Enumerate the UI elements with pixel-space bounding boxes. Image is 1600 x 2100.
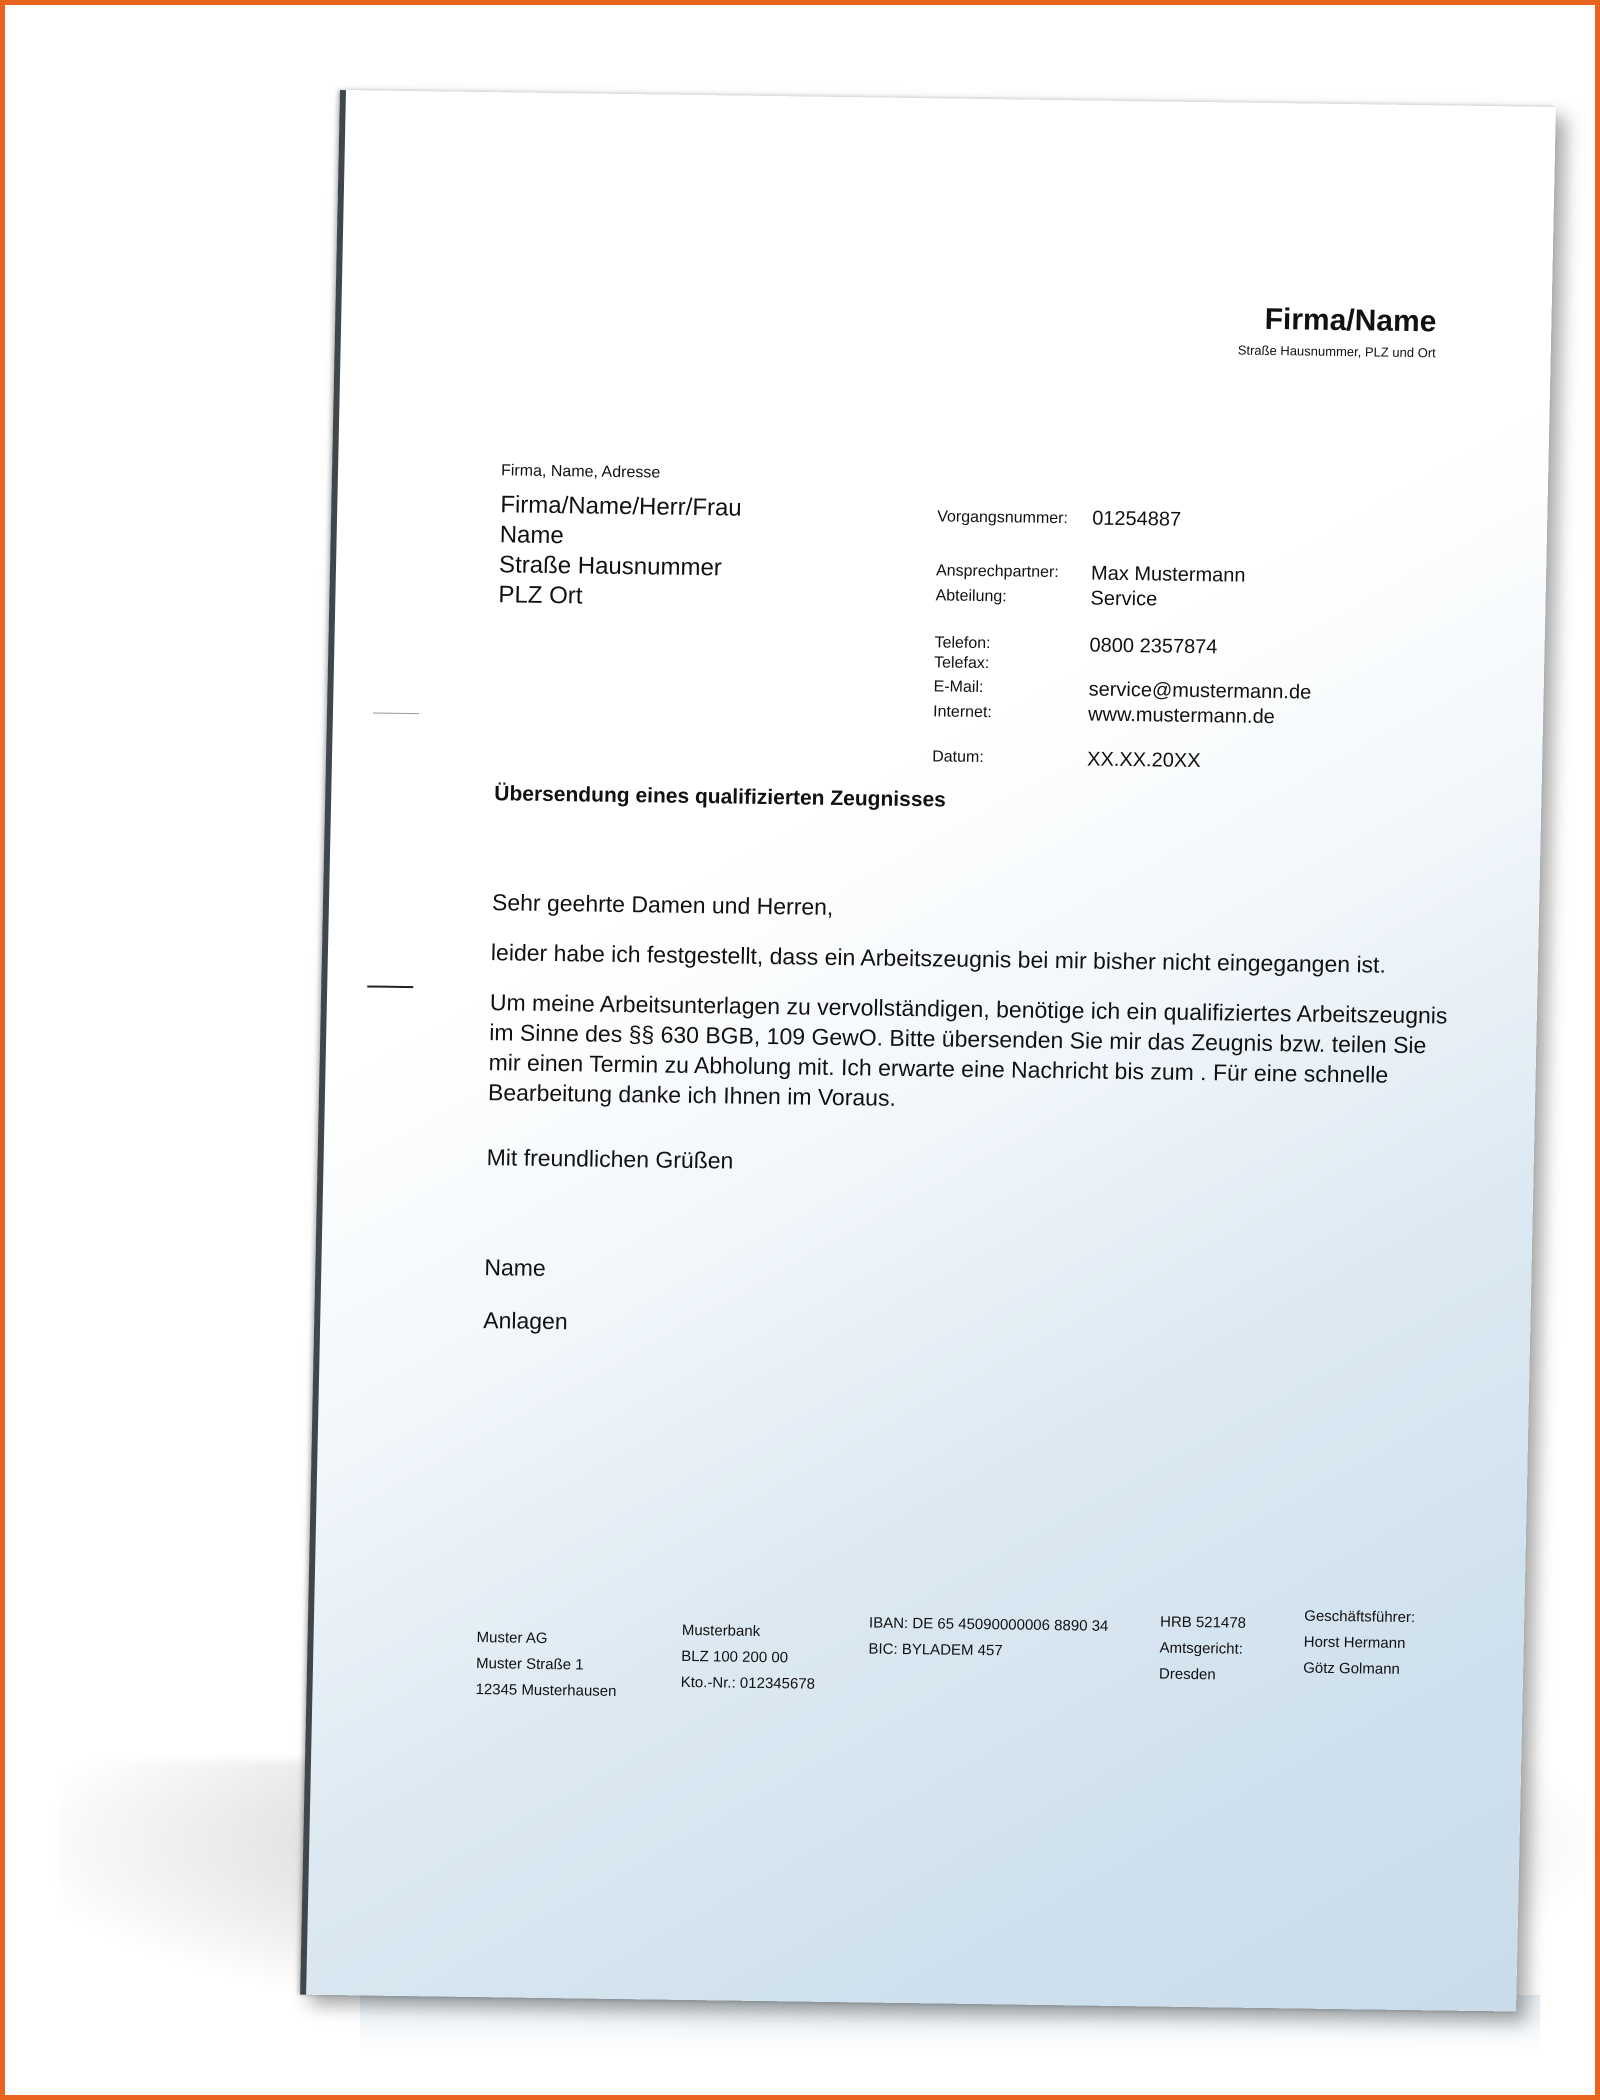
signature-name: Name [484, 1254, 547, 1281]
email-value: service@mustermann.de [1088, 678, 1312, 704]
footer-line: 12345 Musterhausen [475, 1681, 617, 1700]
footer-line: Kto.-Nr.: 012345678 [680, 1673, 816, 1693]
fax-label: Telefax: [933, 654, 990, 673]
letter-subject: Übersendung eines qualifizierten Zeugnisses [494, 782, 947, 812]
recipient-line: Name [499, 521, 565, 550]
letterhead-company-name: Firma/Name [1264, 302, 1437, 339]
body-paragraph: leider habe ich festgestellt, dass ein Arbeitszeugnis bei mir bisher nicht eingegangen ist. [490, 939, 1387, 978]
date-label: Datum: [931, 748, 984, 767]
footer-line: Muster AG [476, 1629, 548, 1648]
recipient-address [498, 490, 742, 613]
email-label: E-Mail: [933, 678, 984, 697]
footer-line: Musterbank [681, 1621, 761, 1640]
footer-register [1159, 1610, 1247, 1689]
closing: Mit freundlichen Grüßen [486, 1144, 734, 1174]
footer-line: IBAN: DE 65 45090000006 8890 34 [868, 1614, 1109, 1635]
footer-line: BLZ 100 200 00 [681, 1647, 789, 1667]
sender-line: Firma, Name, Adresse [500, 462, 661, 482]
attachments: Anlagen [482, 1307, 568, 1335]
phone-label: Telefon: [934, 634, 991, 653]
footer-line: Amtsgericht: [1159, 1639, 1244, 1658]
internet-value: www.mustermann.de [1087, 703, 1276, 729]
recipient-line: Straße Hausnummer [498, 551, 723, 582]
reference-label: Vorgangsnummer: [937, 508, 1069, 528]
reference-value: 01254887 [1091, 507, 1182, 531]
footer-line: BIC: BYLADEM 457 [868, 1640, 1003, 1660]
salutation: Sehr geehrte Damen und Herren, [491, 889, 834, 920]
footer-iban [868, 1611, 1108, 1666]
footer-line: Muster Straße 1 [475, 1655, 584, 1674]
footer-line: Götz Golmann [1302, 1659, 1401, 1678]
footer-line: Geschäftsführer: [1304, 1607, 1416, 1627]
footer-bank [680, 1618, 816, 1698]
contact-label: Ansprechpartner: [935, 562, 1059, 582]
department-label: Abteilung: [935, 587, 1007, 606]
internet-label: Internet: [932, 703, 992, 722]
body-line: im Sinne des §§ 630 BGB, 109 GewO. Bitte übersenden Sie mir das Zeugnis bzw. teilen Sie [489, 1019, 1427, 1059]
punch-mark [367, 985, 413, 988]
body-line: mir einen Termin zu Abholung mit. Ich erwarte eine Nachricht bis zum . Für eine schnelle [488, 1049, 1389, 1088]
body-line: Um meine Arbeitsunterlagen zu vervollständigen, benötige ich ein qualifiziertes Arbeitszeugnis [489, 989, 1448, 1029]
footer-management [1303, 1604, 1416, 1684]
footer-line: HRB 521478 [1159, 1613, 1247, 1632]
footer-company [475, 1625, 618, 1705]
date-value: XX.XX.20XX [1086, 748, 1201, 773]
phone-value: 0800 2357874 [1089, 634, 1218, 659]
department-value: Service [1090, 587, 1158, 611]
body-paragraph [488, 987, 1448, 1120]
letter-page [300, 90, 1556, 2012]
body-line: Bearbeitung danke ich Ihnen im Voraus. [487, 1079, 897, 1111]
footer-line: Horst Hermann [1303, 1633, 1406, 1652]
footer-line: Dresden [1158, 1665, 1216, 1684]
recipient-line: PLZ Ort [498, 581, 583, 610]
fold-mark [373, 713, 419, 715]
letterhead-company-address: Straße Hausnummer, PLZ und Ort [1237, 342, 1436, 361]
recipient-line: Firma/Name/Herr/Frau [500, 491, 742, 522]
contact-value: Max Mustermann [1090, 562, 1246, 587]
